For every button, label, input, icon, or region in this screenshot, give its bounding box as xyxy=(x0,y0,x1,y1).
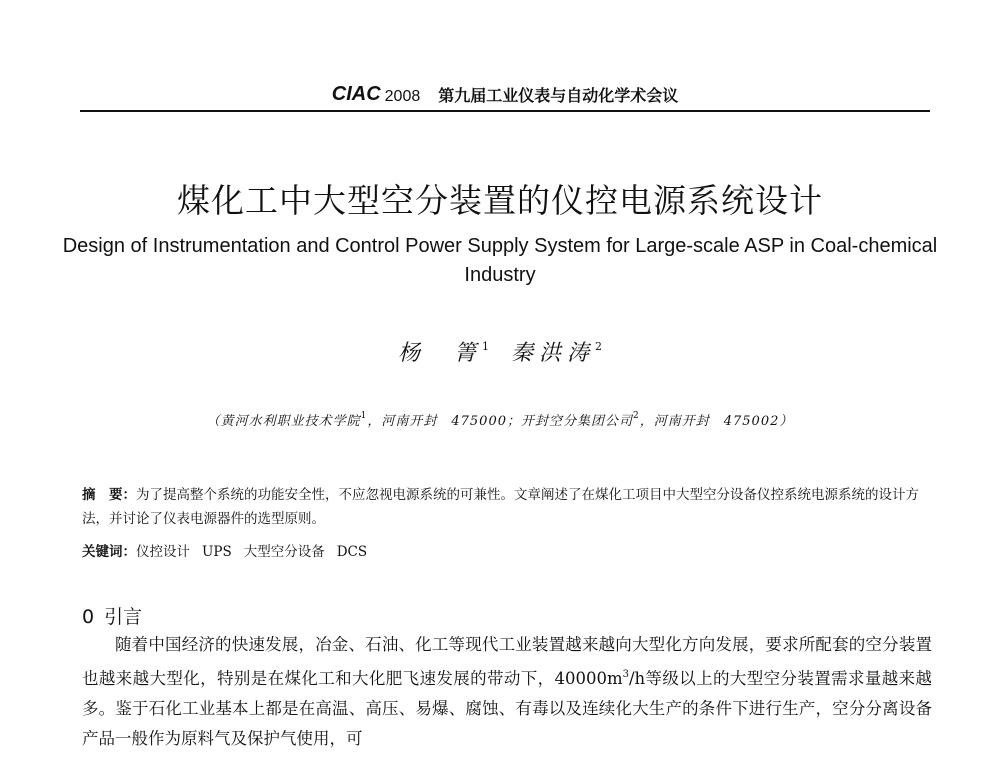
conference-year: 2008 xyxy=(384,88,421,105)
conference-header xyxy=(80,76,930,112)
keyword: 大型空分设备 xyxy=(243,544,325,560)
keyword: 仪控设计 xyxy=(136,544,190,560)
affiliation-mark-2: 2 xyxy=(633,411,640,421)
paper-title-english: Design of Instrumentation and Control Power Supply System for Large-scale ASP in Coal-chemical Industry xyxy=(62,235,938,286)
keyword: DCS xyxy=(336,544,368,560)
abstract-label: 摘 要： xyxy=(82,487,136,503)
author-name: 杨 箐 xyxy=(397,341,482,366)
paper-title-chinese: 煤化工中大型空分装置的仪控电源系统设计 xyxy=(177,181,823,220)
author-affiliation-mark: 2 xyxy=(595,340,603,353)
author-list xyxy=(0,336,1000,367)
affiliation-mark-1: 1 xyxy=(360,411,368,421)
abstract xyxy=(82,483,932,531)
section-number: 0 xyxy=(82,606,95,628)
conference-logo: CIAC xyxy=(331,83,381,105)
section-heading xyxy=(82,602,142,629)
affiliation-rest-2: ，河南开封 475002） xyxy=(639,414,794,429)
keyword: UPS xyxy=(202,544,232,560)
conference-name: 第九届工业仪表与自动化学术会议 xyxy=(438,86,679,105)
keywords xyxy=(82,542,932,562)
affiliation-org-1: （黄河水利职业技术学院 xyxy=(206,414,361,429)
section-title: 引言 xyxy=(104,606,143,628)
superscript-exponent: 3 xyxy=(622,669,629,680)
author-name: 秦洪涛 xyxy=(511,341,596,366)
affiliation-line xyxy=(0,410,1000,429)
body-text xyxy=(82,630,932,754)
abstract-text: 为了提高整个系统的功能安全性，不应忽视电源系统的可兼性。文章阐述了在煤化工项目中大型空分设备仪控系统电源系统的设计方法，并讨论了仪表电源器件的选型原则。 xyxy=(82,487,919,527)
author-affiliation-mark: 1 xyxy=(482,340,489,353)
paragraph-text-b: /h等级以上的大型空分装置需求量越来越多。鉴于石化工业基本上都是在高温、高压、易爆、腐蚀、有毒以及连续化大生产的条件下进行生产，空分分离设备产品一般作为原料气及保护气使用，可 xyxy=(82,669,933,748)
paragraph xyxy=(82,630,932,754)
paragraph-text-a: 随着中国经济的快速发展，冶金、石油、化工等现代工业装置越来越向大型化方向发展，要求所配套的空分装置也越来越大型化，特别是在煤化工和大化肥飞速发展的带动下，40000m xyxy=(82,635,932,688)
keywords-label: 关键词： xyxy=(82,544,136,560)
affiliation-rest-1: ，河南开封 475000；开封空分集团公司 xyxy=(367,414,633,429)
